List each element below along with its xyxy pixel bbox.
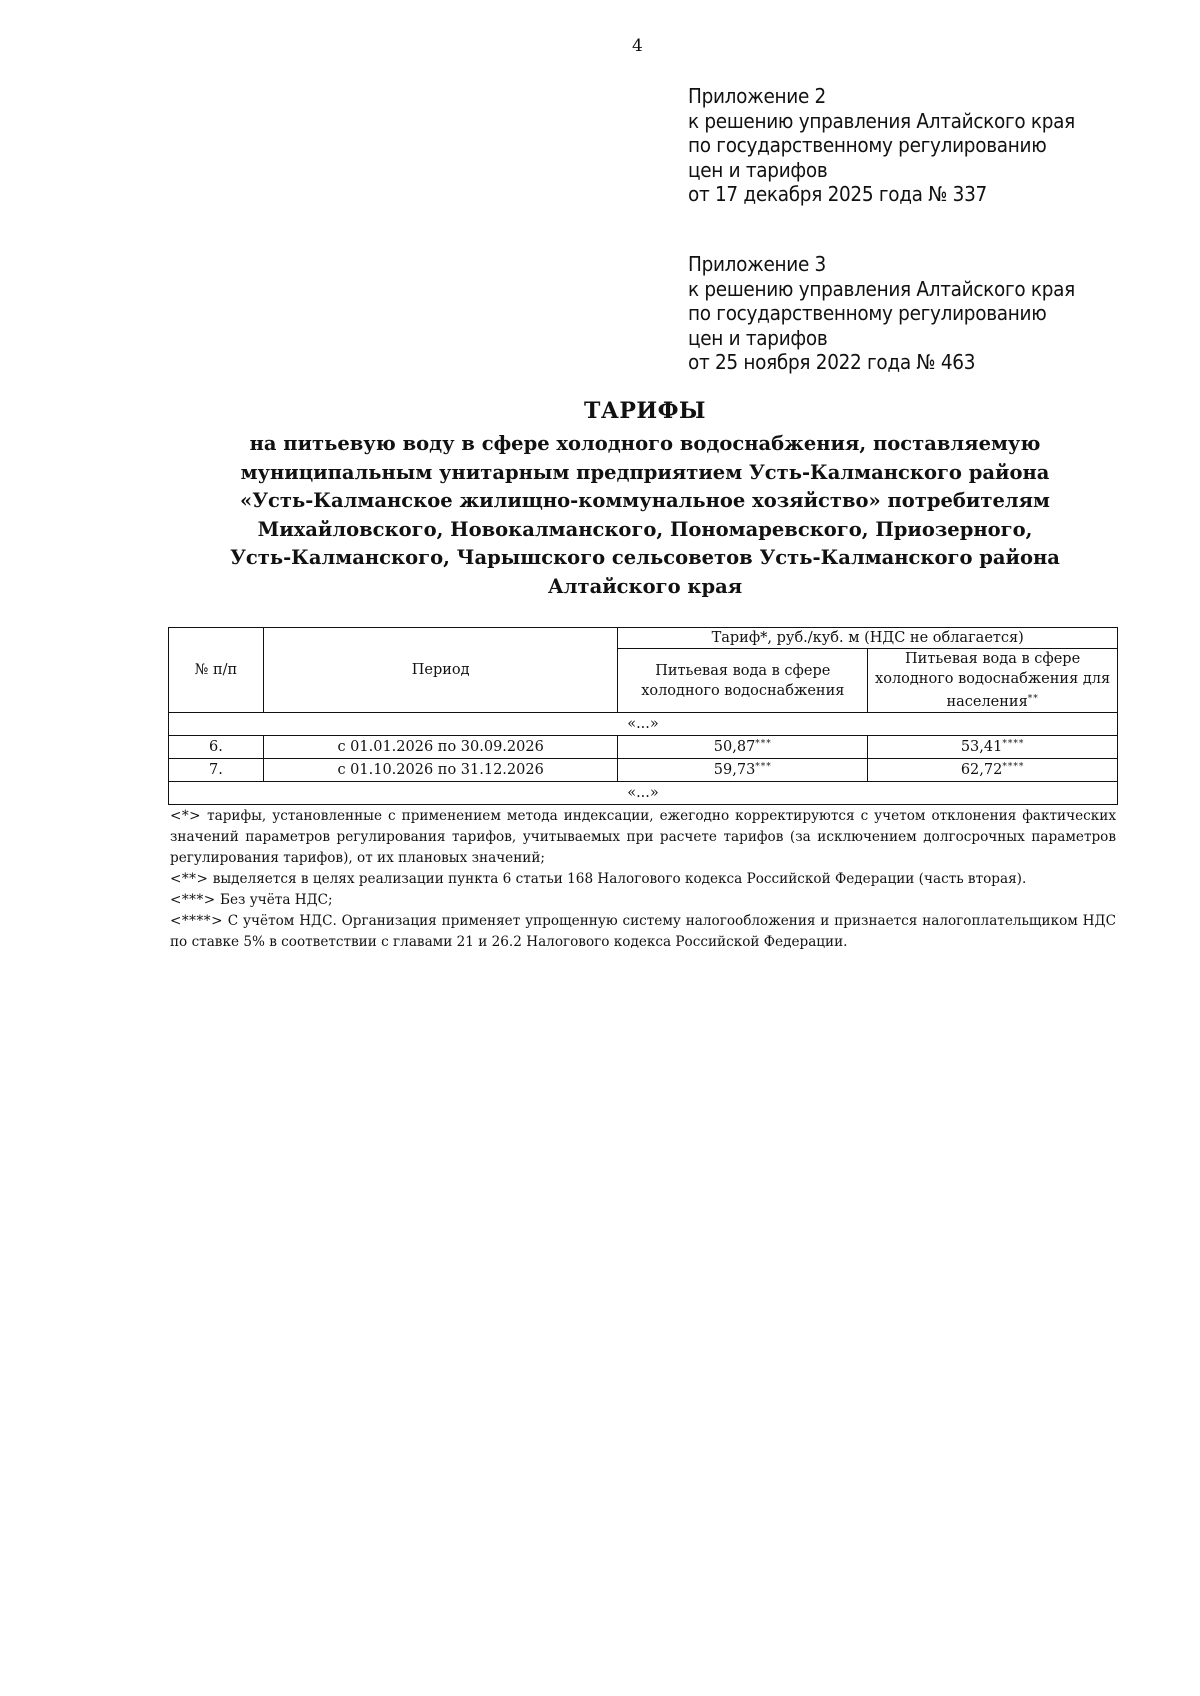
title-main: ТАРИФЫ	[584, 398, 706, 424]
tariff-value: 62,72	[960, 762, 1003, 778]
footnote	[170, 806, 1116, 869]
footnote-text: С учётом НДС. Организация применяет упрощенную систему налогообложения и признается налогоплательщиком НДС по ставке 5% в соответствии с главами 21 и 26.2 Налогового кодекса Российской Федерации.	[170, 913, 1116, 950]
footnote	[170, 911, 1116, 953]
row-tariff-population	[868, 736, 1118, 759]
annex-2-line: к решению управления Алтайского края	[688, 108, 1075, 133]
annex-2-line: Приложение 2	[688, 84, 826, 108]
tariff-value: 50,87	[713, 739, 756, 755]
row-tariff-drinking-water	[618, 759, 868, 782]
footnote	[170, 890, 1116, 911]
title-line: муниципальным унитарным предприятием Усть-Калманского района	[240, 460, 1050, 484]
footnote-mark: **	[1027, 694, 1039, 704]
column-header-tariff-population	[868, 649, 1118, 713]
title-line: Усть-Калманского, Чарышского сельсоветов Усть-Калманского района	[230, 546, 1060, 569]
annex-2-line: от 17 декабря 2025 года № 337	[688, 182, 987, 206]
footnote-mark: ****	[1002, 739, 1025, 749]
footnote-marker: <*>	[170, 808, 202, 824]
footnote-marker: <**>	[170, 871, 209, 887]
column-header-number: № п/п	[169, 628, 264, 713]
footnote-mark: ***	[755, 739, 772, 749]
column-header-tariff-drinking-water: Питьевая вода в сфере холодного водоснабжения	[618, 649, 868, 713]
annex-2-header	[688, 84, 1075, 207]
title-line: Алтайского края	[547, 574, 743, 598]
annex-3-line: Приложение 3	[688, 252, 826, 276]
tariff-value: 59,73	[713, 762, 756, 778]
row-number: 6.	[169, 736, 264, 759]
title-line: на питьевую воду в сфере холодного водоснабжения, поставляемую	[249, 432, 1041, 455]
footnote-text: тарифы, установленные с применением метода индексации, ежегодно корректируются с учетом отклонения фактических значений параметров регулирования тарифов, учитываемых при расчете тарифов (за исключением долгосрочных параметров регулирования тарифов), от их плановых значений;	[170, 808, 1116, 866]
footnote-mark: ****	[1002, 762, 1025, 772]
annex-2-line: цен и тарифов	[688, 157, 828, 182]
row-period: с 01.01.2026 по 30.09.2026	[263, 736, 618, 759]
footnote-marker: <****>	[170, 913, 223, 929]
tariff-table	[168, 627, 1118, 805]
page-number: 4	[632, 36, 643, 56]
annex-3-header	[688, 252, 1075, 375]
document-title	[130, 398, 1160, 601]
title-line: Михайловского, Новокалманского, Пономаревского, Приозерного,	[257, 517, 1033, 541]
ellipsis-cell: «...»	[169, 782, 1118, 805]
footnotes	[170, 806, 1116, 953]
column-header-period: Период	[263, 628, 618, 713]
table-row-ellipsis	[169, 713, 1118, 736]
annex-3-line: от 25 ноября 2022 года № 463	[688, 350, 976, 374]
footnote-text: Без учёта НДС;	[215, 892, 333, 908]
annex-3-line: цен и тарифов	[688, 325, 828, 350]
footnote	[170, 869, 1116, 890]
footnote-text: выделяется в целях реализации пункта 6 статьи 168 Налогового кодекса Российской Федерации (часть вторая).	[208, 871, 1027, 887]
row-tariff-population	[868, 759, 1118, 782]
footnote-marker: <***>	[170, 892, 216, 908]
annex-3-line: по государственному регулированию	[688, 301, 1047, 325]
row-number: 7.	[169, 759, 264, 782]
annex-3-line: к решению управления Алтайского края	[688, 276, 1075, 301]
table-row-ellipsis	[169, 782, 1118, 805]
column-header-tariff-group: Тариф*, руб./куб. м (НДС не облагается)	[618, 628, 1118, 649]
column-header-tariff-population-text: Питьевая вода в сфере холодного водоснабжения для населения	[875, 651, 1111, 710]
annex-2-line: по государственному регулированию	[688, 133, 1047, 157]
tariff-value: 53,41	[960, 739, 1003, 755]
row-tariff-drinking-water	[618, 736, 868, 759]
footnote-mark: ***	[755, 762, 772, 772]
title-line: «Усть-Калманское жилищно-коммунальное хозяйство» потребителям	[240, 489, 1050, 512]
table-row	[169, 759, 1118, 782]
ellipsis-cell: «...»	[169, 713, 1118, 736]
table-row	[169, 736, 1118, 759]
row-period: с 01.10.2026 по 31.12.2026	[263, 759, 618, 782]
